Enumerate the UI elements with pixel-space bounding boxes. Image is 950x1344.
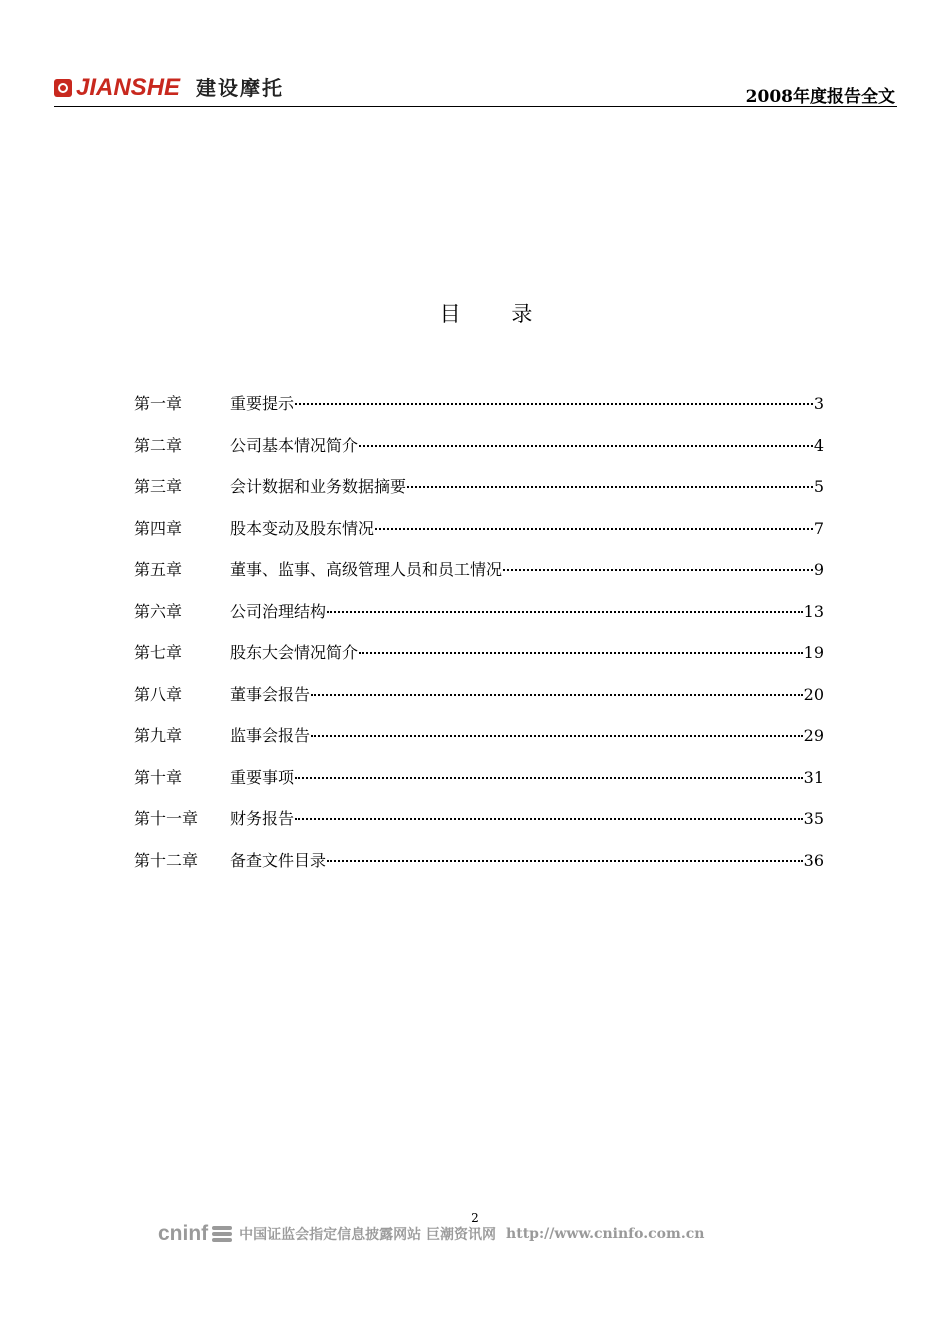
toc-chapter-title: 会计数据和业务数据摘要 bbox=[230, 477, 407, 496]
toc-entry[interactable] bbox=[134, 557, 824, 585]
toc-page-number: 3 bbox=[813, 394, 824, 413]
toc-entry[interactable] bbox=[134, 599, 824, 627]
toc-chapter-title: 董事、监事、高级管理人员和员工情况 bbox=[230, 560, 503, 579]
toc-leader-dots bbox=[311, 734, 803, 737]
toc-chapter-title: 备查文件目录 bbox=[230, 850, 327, 870]
toc-page-number: 31 bbox=[803, 767, 824, 787]
toc-chapter-number: 第五章 bbox=[134, 560, 183, 579]
toc-page-number: 9 bbox=[813, 560, 824, 579]
toc-chapter-number: 第十二章 bbox=[134, 850, 199, 870]
toc-entry[interactable] bbox=[134, 806, 824, 834]
brand-name: JIANSHE bbox=[76, 74, 181, 101]
toc-leader-dots bbox=[295, 402, 813, 405]
toc-entry[interactable] bbox=[134, 516, 824, 544]
toc-heading: 目 录 bbox=[439, 302, 555, 326]
jianshe-logo-icon bbox=[54, 79, 72, 97]
page-footer bbox=[158, 1222, 704, 1246]
toc-page-number: 4 bbox=[813, 435, 824, 455]
toc-page-number: 36 bbox=[803, 850, 824, 870]
toc-leader-dots bbox=[311, 693, 803, 696]
toc-page-number: 5 bbox=[813, 477, 824, 496]
toc-chapter-title: 重要提示 bbox=[230, 394, 295, 413]
toc-chapter-number: 第六章 bbox=[134, 601, 183, 621]
cninfo-logo: cninf bbox=[158, 1222, 209, 1245]
cninfo-swirl-icon bbox=[211, 1223, 233, 1245]
toc-entry[interactable] bbox=[134, 682, 824, 710]
footer-url[interactable]: http://www.cninfo.com.cn bbox=[506, 1226, 705, 1242]
toc-page-number: 13 bbox=[803, 601, 824, 621]
brand-name-cn: 建设摩托 bbox=[196, 76, 285, 100]
toc-chapter-number: 第四章 bbox=[134, 518, 183, 538]
toc-entry[interactable] bbox=[134, 765, 824, 793]
toc-chapter-number: 第二章 bbox=[134, 435, 183, 455]
company-logo bbox=[54, 76, 284, 100]
toc-page-number: 19 bbox=[803, 643, 824, 662]
toc-chapter-title: 监事会报告 bbox=[230, 726, 311, 745]
toc-page-number: 29 bbox=[803, 726, 824, 745]
toc-chapter-title: 股东大会情况简介 bbox=[230, 643, 359, 662]
toc-leader-dots bbox=[295, 817, 803, 820]
toc-leader-dots bbox=[359, 444, 813, 447]
toc-page-number: 35 bbox=[803, 809, 824, 828]
toc-page-number: 7 bbox=[813, 518, 824, 538]
toc-chapter-number: 第三章 bbox=[134, 477, 183, 496]
page-header bbox=[54, 70, 897, 108]
toc-chapter-title: 重要事项 bbox=[230, 767, 295, 787]
toc-chapter-title: 公司基本情况简介 bbox=[230, 435, 359, 455]
toc-chapter-number: 第一章 bbox=[134, 394, 183, 413]
toc-leader-dots bbox=[359, 651, 803, 654]
toc-leader-dots bbox=[327, 859, 803, 862]
toc-chapter-number: 第十章 bbox=[134, 767, 183, 787]
toc-entry[interactable] bbox=[134, 433, 824, 461]
toc-entry[interactable] bbox=[134, 474, 824, 502]
toc-chapter-number: 第八章 bbox=[134, 684, 183, 704]
page-number: 2 bbox=[471, 1211, 479, 1225]
toc-leader-dots bbox=[407, 485, 813, 488]
toc-chapter-number: 第七章 bbox=[134, 643, 183, 662]
toc-chapter-number: 第十一章 bbox=[134, 809, 199, 828]
report-title: 2008年度报告全文 bbox=[745, 87, 895, 107]
toc-chapter-title: 公司治理结构 bbox=[230, 601, 327, 621]
toc-entry[interactable] bbox=[134, 391, 824, 419]
toc-leader-dots bbox=[295, 776, 803, 779]
toc-leader-dots bbox=[375, 527, 813, 530]
toc-entry[interactable] bbox=[134, 640, 824, 668]
toc-leader-dots bbox=[503, 568, 813, 571]
toc-chapter-number: 第九章 bbox=[134, 726, 183, 745]
toc-chapter-title: 财务报告 bbox=[230, 809, 295, 828]
toc-chapter-title: 股本变动及股东情况 bbox=[230, 518, 375, 538]
toc-chapter-title: 董事会报告 bbox=[230, 684, 311, 704]
toc-page-number: 20 bbox=[803, 684, 824, 704]
toc-entry[interactable] bbox=[134, 723, 824, 751]
footer-site-text: 中国证监会指定信息披露网站 巨潮资讯网 bbox=[239, 1227, 497, 1243]
toc-entry[interactable] bbox=[134, 848, 824, 876]
toc-leader-dots bbox=[327, 610, 803, 613]
header-divider bbox=[54, 106, 897, 107]
